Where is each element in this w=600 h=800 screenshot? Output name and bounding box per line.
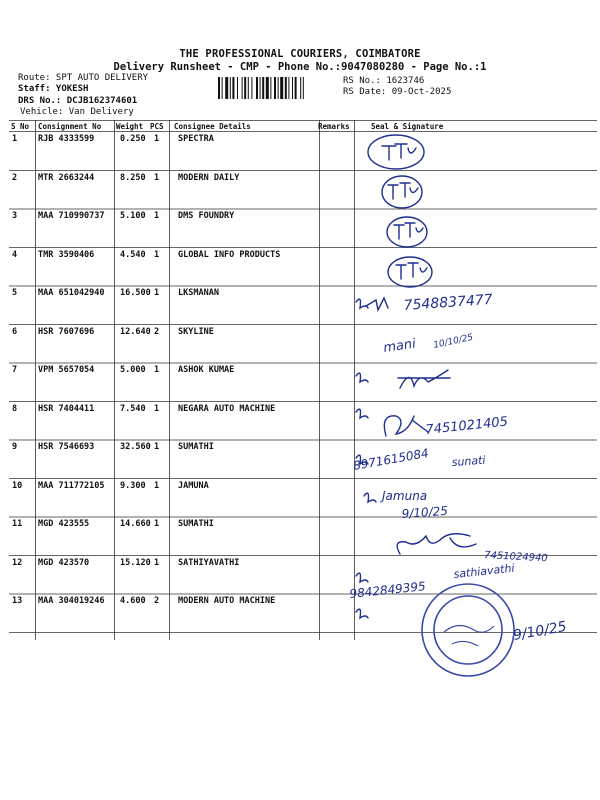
row-consignee: NEGARA AUTO MACHINE — [178, 403, 276, 414]
barcode-bar — [232, 77, 234, 99]
hw-name-row10: Jamuna — [382, 489, 428, 503]
hw-name-row12: sathiavathi — [452, 561, 516, 581]
runsheet-title: THE PROFESSIONAL COURIERS, COIMBATORE — [179, 48, 421, 60]
row-pcs: 1 — [154, 519, 160, 529]
row-weight: 5.000 — [120, 365, 146, 375]
barcode-bar — [230, 77, 231, 99]
row-weight: 15.120 — [120, 557, 151, 568]
hw-name-row6: mani — [382, 336, 417, 356]
rs-date: RS Date: 09-Oct-2025 — [343, 87, 452, 97]
row-consignment: MAA 710990737 — [38, 211, 105, 221]
barcode-bar — [256, 77, 258, 99]
hw-date-row10: 9/10/25 — [401, 503, 449, 521]
row-consignee: MODERN AUTO MACHINE — [178, 596, 276, 606]
barcode-bar — [266, 77, 269, 99]
row-sno: 11 — [12, 519, 23, 529]
barcode — [218, 77, 340, 99]
barcode-bar — [295, 77, 297, 99]
row-pcs: 2 — [154, 596, 160, 606]
row-weight: 14.660 — [120, 519, 151, 529]
row-pcs: 1 — [154, 557, 160, 568]
row-sno: 13 — [12, 596, 23, 606]
row-weight: 0.250 — [120, 134, 146, 144]
row-sno: 4 — [12, 249, 18, 260]
row-consignment: RJB 4333599 — [38, 134, 95, 144]
barcode-bar — [278, 77, 279, 99]
row-consignee: MODERN DAILY — [178, 172, 240, 183]
row-weight: 16.500 — [120, 288, 151, 298]
barcode-bar — [260, 77, 261, 99]
row-consignee: SKYLINE — [178, 326, 214, 337]
row-weight: 4.600 — [120, 596, 146, 606]
row-pcs: 1 — [154, 211, 160, 221]
row-sno: 10 — [12, 480, 23, 491]
row-consignee: SUMATHI — [178, 442, 214, 452]
row-sno: 1 — [12, 134, 18, 144]
row-sno: 5 — [12, 288, 18, 298]
col-weight: Weight — [116, 122, 144, 131]
row-weight: 8.250 — [120, 172, 146, 183]
row-sno: 9 — [12, 442, 18, 452]
barcode-bar — [274, 77, 276, 99]
row-consignee: ASHOK KUMAE — [178, 365, 235, 375]
hw-phone-row12: 9842849395 — [348, 579, 427, 601]
row-consignee: SATHIYAVATHI — [178, 557, 240, 568]
route-label: Route: SPT AUTO DELIVERY — [18, 73, 149, 83]
barcode-bar — [218, 77, 220, 99]
hw-phone-row11: 7451024940 — [483, 550, 548, 565]
barcode-bar — [225, 77, 228, 99]
row-consignment: MAA 304019246 — [38, 596, 105, 606]
drs-number: DRS No.: DCJB162374601 — [18, 96, 138, 106]
row-consignment: HSR 7546693 — [38, 442, 95, 452]
runsheet-table-grid — [9, 120, 597, 640]
row-consignment: VPM 5657054 — [38, 365, 95, 375]
row-weight: 7.540 — [120, 403, 146, 414]
row-consignee: SUMATHI — [178, 519, 214, 529]
row-sno: 7 — [12, 365, 18, 375]
row-weight: 9.300 — [120, 480, 146, 491]
row-sno: 2 — [12, 172, 18, 183]
row-consignment: MAA 711772105 — [38, 480, 105, 491]
row-sno: 8 — [12, 403, 18, 414]
row-consignee: JAMUNA — [178, 480, 209, 491]
row-consignment: MGD 423555 — [38, 519, 90, 529]
row-consignee: LKSMANAN — [178, 288, 219, 298]
row-pcs: 2 — [154, 326, 160, 337]
col-consignee: Consignee Details — [174, 122, 251, 131]
barcode-bar — [270, 77, 271, 99]
barcode-bar — [300, 77, 301, 99]
barcode-bar — [237, 77, 238, 99]
row-consignee: SPECTRA — [178, 134, 214, 144]
barcode-bar — [303, 77, 304, 99]
hw-phone-row5: 7548837477 — [403, 291, 494, 314]
row-weight: 4.540 — [120, 249, 146, 260]
row-consignment: MGD 423570 — [38, 557, 90, 568]
barcode-bar — [292, 77, 293, 99]
barcode-bar — [285, 77, 287, 99]
col-seal: Seal & Signature — [371, 122, 444, 131]
col-consignment: Consignment No — [38, 122, 102, 131]
barcode-bar — [248, 77, 249, 99]
row-pcs: 1 — [154, 249, 160, 260]
hw-date-row13: 9/10/25 — [511, 618, 568, 644]
row-pcs: 1 — [154, 403, 160, 414]
barcode-bar — [288, 77, 289, 99]
hw-phone-row8: 7451021405 — [424, 414, 509, 438]
row-consignment: HSR 7404411 — [38, 403, 95, 414]
staff-label: Staff: YOKESH — [18, 84, 89, 94]
rs-number: RS No.: 1623746 — [343, 76, 425, 86]
hw-time-row6: 10/10/25 — [432, 332, 475, 351]
row-pcs: 1 — [154, 365, 160, 375]
row-weight: 32.560 — [120, 442, 151, 452]
row-pcs: 1 — [154, 480, 160, 491]
hw-phone-row9: 8971615084 — [352, 445, 430, 473]
row-pcs: 1 — [154, 288, 160, 298]
row-consignment: MTR 2663244 — [38, 172, 95, 183]
barcode-bar — [244, 77, 246, 99]
row-weight: 5.100 — [120, 211, 146, 221]
row-consignee: GLOBAL INFO PRODUCTS — [178, 249, 281, 260]
row-pcs: 1 — [154, 134, 160, 144]
col-pcs: PCS — [150, 122, 164, 131]
row-consignment: MAA 651042940 — [38, 288, 105, 298]
vehicle-label: Vehicle: Van Delivery — [20, 107, 134, 117]
row-weight: 12.640 — [120, 326, 151, 337]
row-pcs: 1 — [154, 442, 160, 452]
barcode-bar — [280, 77, 283, 99]
row-consignee: DMS FOUNDRY — [178, 211, 235, 221]
col-remarks: Remarks — [318, 122, 350, 131]
row-consignment: HSR 7607696 — [38, 326, 95, 337]
barcode-bar — [251, 77, 252, 99]
row-sno: 12 — [12, 557, 23, 568]
row-sno: 3 — [12, 211, 18, 221]
barcode-bar — [222, 77, 223, 99]
barcode-bar — [242, 77, 243, 99]
runsheet-subtitle: Delivery Runsheet - CMP - Phone No.:9047080280 - Page No.:1 — [113, 61, 487, 73]
barcode-bar — [262, 77, 264, 99]
row-sno: 6 — [12, 326, 18, 337]
col-sno: S No — [11, 122, 30, 131]
row-consignment: TMR 3590406 — [38, 249, 95, 260]
hw-name-row9: sunati — [451, 453, 486, 469]
row-pcs: 1 — [154, 172, 160, 183]
